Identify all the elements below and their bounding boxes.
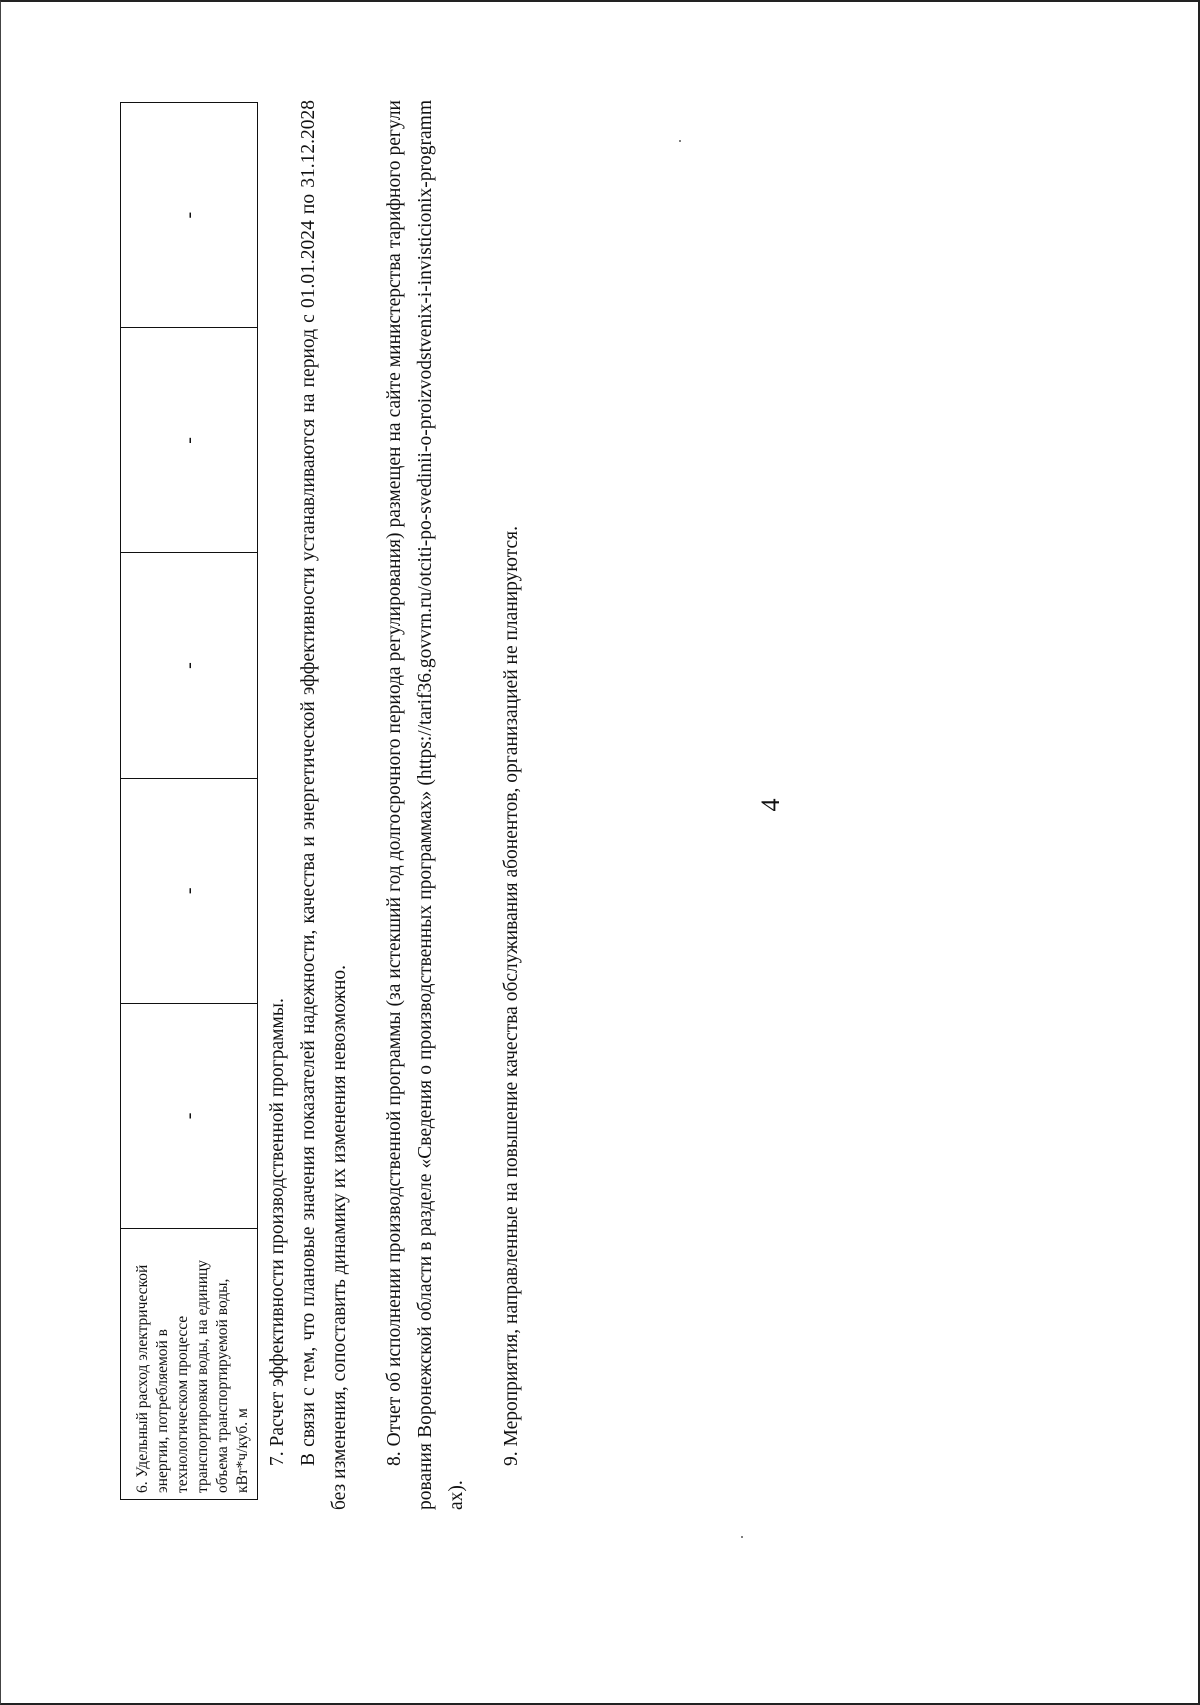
paragraph-gap bbox=[355, 100, 379, 1510]
table-row bbox=[121, 103, 258, 1500]
indicator-value-cell: - bbox=[121, 553, 258, 778]
indicator-value-cell: - bbox=[121, 1003, 258, 1228]
section-9-paragraph: 9. Мероприятия, направленные на повышение качества обслуживания абонентов, организацией не планируются. bbox=[501, 526, 522, 1466]
indicator-value-cell: - bbox=[121, 328, 258, 553]
body-text bbox=[262, 100, 527, 1510]
page-number: 4 bbox=[756, 798, 785, 812]
indicator-value-cell: - bbox=[121, 103, 258, 328]
paragraph-gap bbox=[472, 100, 496, 1510]
section-7-heading: 7. Расчет эффективности производственной программы. bbox=[267, 998, 288, 1466]
indicators-table bbox=[120, 102, 258, 1500]
section-7-paragraph: В связи с тем, что плановые значения показателей надежности, качества и энергетической эффективности устанавливаются на период с 01.01.2024 по 31.12.2028 без изменения, сопоставить динамику их изменения невозможно. bbox=[298, 100, 350, 1510]
scan-speck bbox=[741, 1536, 743, 1538]
indicator-value-cell: - bbox=[121, 778, 258, 1003]
scan-speck bbox=[679, 140, 681, 142]
indicator-label-cell: 6. Удельный расход электрической энергии, потребляемой в технологическом процессе транспортировки воды, на единицу объема транспортируемой воды, кВт*ч/куб. м bbox=[121, 1229, 258, 1500]
section-8-paragraph: 8. Отчет об исполнении производственной программы (за истекший год долгосрочного периода регулирования) размещен на сайте министерства тарифного регулирования Воронежской области в разделе «Сведения о производственных программах» (https://tarif36.govvrn.ru/otciti-po-svedinii-o-proizvodstvenix-i-invisticionix-programmax). bbox=[384, 100, 467, 1510]
